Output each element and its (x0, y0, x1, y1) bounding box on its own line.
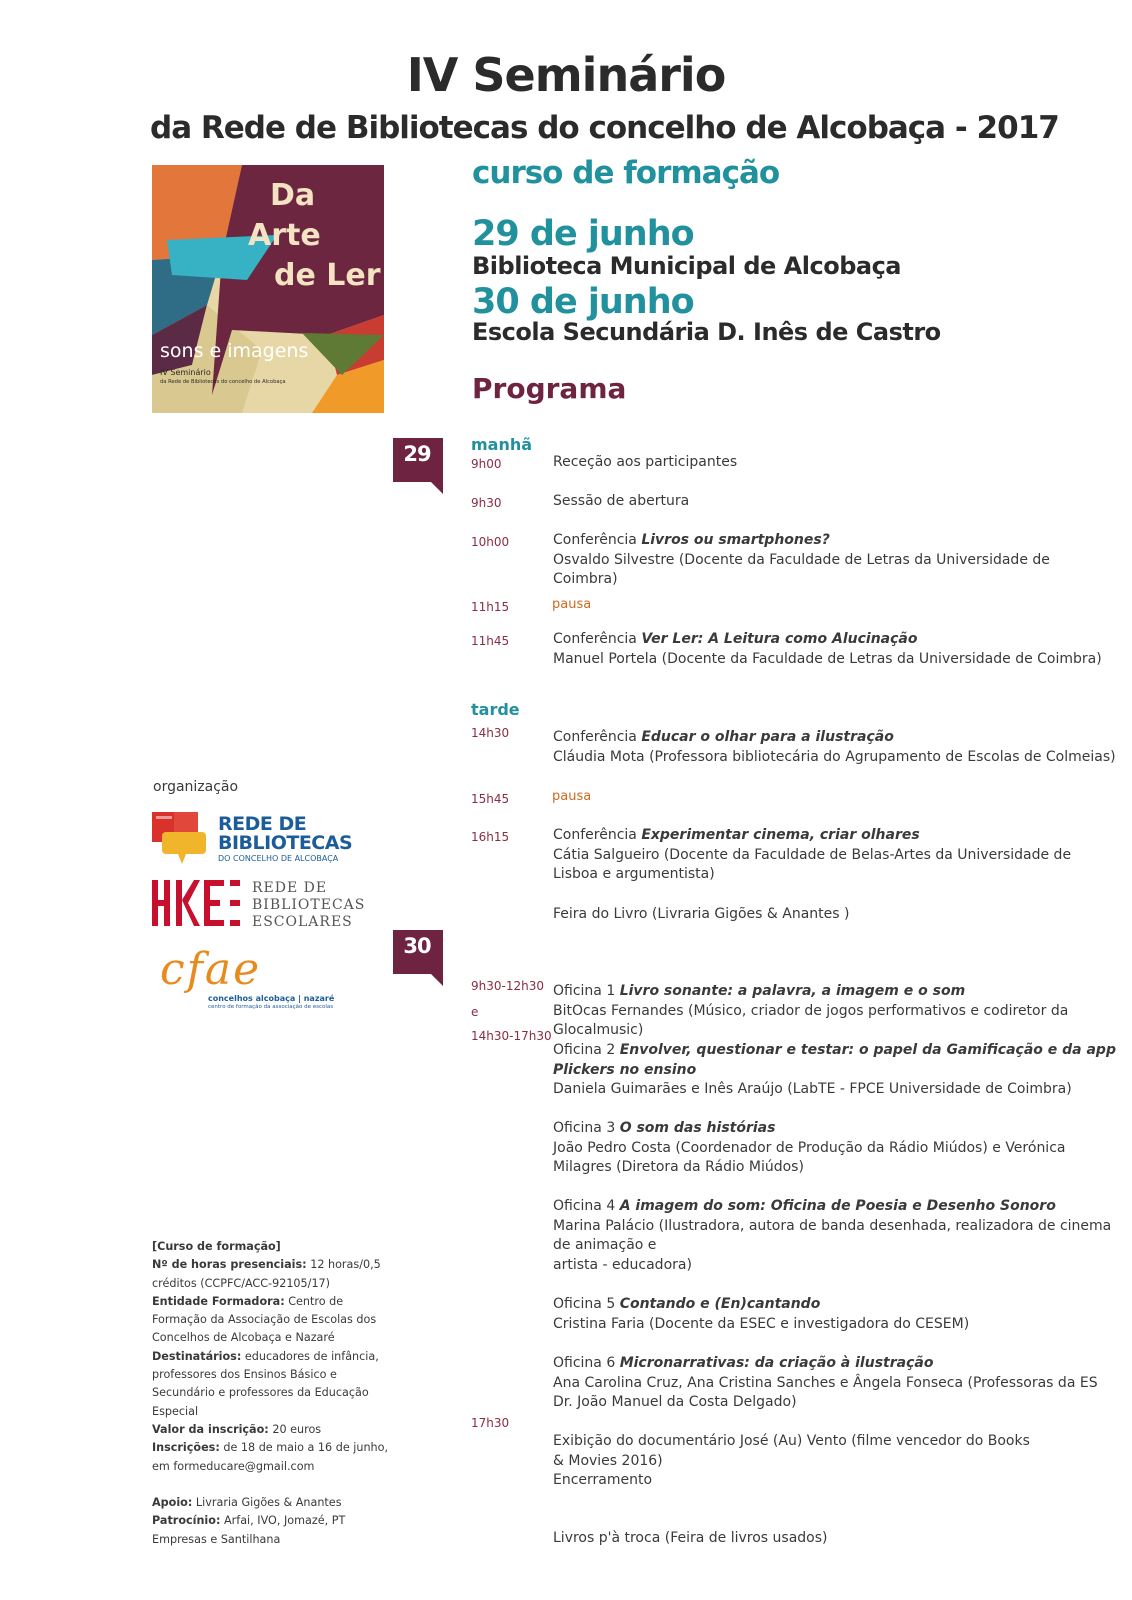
entry-title: Envolver, questionar e testar: o papel da Gamificação e da app Plickers no ensino (553, 1042, 1116, 1078)
entry-text: Feira do Livro (Livraria Gigões & Anantes ) (553, 906, 850, 922)
program-entry (553, 728, 1118, 767)
logo2-line1: REDE DE (252, 880, 328, 896)
entry-speaker: Cristina Faria (Docente da ESEC e investigadora do CESEM) (553, 1315, 970, 1332)
logo1-line3: DO CONCELHO DE ALCOBAÇA (218, 854, 339, 863)
course-label: curso de formação (472, 155, 780, 191)
info-support-label: Apoio: (152, 1496, 193, 1510)
course-info (152, 1238, 392, 1549)
info-support-value: Livraria Gigões & Anantes (195, 1496, 342, 1510)
entry-prefix: Conferência (553, 532, 642, 548)
poster-title-line2: Arte (248, 218, 321, 253)
entry-speaker: Ana Carolina Cruz, Ana Cristina Sanches e Ângela Fonseca (Professoras da ES Dr. João Manuel da Costa Delgado) (553, 1374, 1098, 1410)
program-entry (553, 492, 1118, 512)
time-label: 11h15 (471, 600, 510, 614)
entry-speaker: Osvaldo Silvestre (Docente da Faculdade de Letras da Universidade de Coimbra) (553, 551, 1050, 587)
time-label: 9h30-12h30 (471, 979, 544, 993)
book-icon (152, 810, 208, 870)
program-entry (553, 905, 1118, 925)
entry-prefix: Oficina 3 (553, 1120, 620, 1136)
entry-title: Educar o olhar para a ilustração (641, 729, 894, 745)
entry-speaker: João Pedro Costa (Coordenador de Produção da Rádio Miúdos) e Verónica Milagres (Diretora da Rádio Miúdos) (553, 1139, 1066, 1175)
logo3-line2: centro de formação da associação de escolas (208, 1004, 334, 1010)
program-entry (553, 826, 1118, 885)
day1-date: 29 de junho (472, 214, 694, 254)
entry-speaker: BitOcas Fernandes (Músico, criador de jogos performativos e codiretor da Glocalmusic) (553, 1002, 1069, 1038)
poster-tagline: sons e imagens (160, 340, 309, 362)
final-text: Livros p'à troca (Feira de livros usados) (553, 1530, 828, 1546)
seminar-poster-image (152, 165, 384, 413)
closing-entry (553, 1432, 1043, 1491)
day1-place: Biblioteca Municipal de Alcobaça (472, 252, 901, 280)
programa-heading: Programa (472, 372, 627, 405)
program-entry (553, 531, 1118, 590)
poster-title-line3: de Ler (274, 258, 381, 293)
workshop-entry (553, 1354, 1118, 1413)
info-hours-label: Nº de horas presenciais: (152, 1258, 307, 1272)
entry-title: Livros ou smartphones? (641, 532, 830, 548)
info-registration-value: de 18 de maio a 16 de junho, em formeducare@gmail.com (152, 1441, 389, 1473)
entry-speaker: Cláudia Mota (Professora bibliotecária do Agrupamento de Escolas de Colmeias) (553, 748, 1116, 765)
time-label: 14h30-17h30 (471, 1029, 552, 1043)
poster-small-line2: da Rede de Bibliotecas do concelho de Alcobaça (160, 379, 286, 385)
poster-title-line1: Da (270, 178, 316, 213)
day2-date: 30 de junho (472, 282, 694, 322)
program-entry (553, 453, 1118, 473)
entry-title: Micronarrativas: da criação à ilustração (619, 1355, 934, 1371)
cfae-wordmark: cfae (160, 944, 262, 995)
program-entry (553, 630, 1118, 669)
pausa-label: pausa (552, 789, 592, 804)
day-badge-29-label: 29 (403, 442, 431, 466)
workshop-entry (553, 1295, 1118, 1334)
day-badge-29 (393, 438, 443, 494)
entry-prefix: Conferência (553, 631, 642, 647)
time-label: 15h45 (471, 792, 510, 806)
page-title: IV Seminário (406, 48, 726, 102)
cfae-logo (160, 944, 350, 1014)
logo2-line2: BIBLIOTECAS (252, 897, 366, 913)
rbe-mark-icon (152, 880, 244, 926)
entry-title: Experimentar cinema, criar olhares (641, 827, 920, 843)
closing-text: Encerramento (553, 1472, 653, 1488)
entry-prefix: Oficina 1 (553, 983, 620, 999)
logo2-line3: ESCOLARES (252, 914, 353, 930)
time-label: 11h45 (471, 634, 510, 648)
entry-speaker: Manuel Portela (Docente da Faculdade de Letras da Universidade de Coimbra) (553, 650, 1102, 667)
final-entry (553, 1529, 1118, 1549)
entry-text: Receção aos participantes (553, 454, 738, 470)
logo3-line1: concelhos alcobaça | nazaré (208, 994, 335, 1003)
info-sponsor-value: Arfai, IVO, Jomazé, PT Empresas e Santilhana (152, 1514, 346, 1546)
logo1-line2: BIBLIOTECAS (218, 832, 353, 854)
time-label: 9h00 (471, 457, 502, 471)
entry-speaker: Marina Palácio (Ilustradora, autora de banda desenhada, realizadora de cinema de animação e (553, 1217, 1112, 1253)
pausa-label: pausa (552, 597, 592, 612)
info-hours-value: 12 horas/0,5 créditos (CCPFC/ACC-92105/17) (152, 1258, 381, 1290)
afternoon-label: tarde (471, 700, 520, 719)
day2-place: Escola Secundária D. Inês de Castro (472, 318, 941, 346)
info-heading: [Curso de formação] (152, 1240, 281, 1253)
entry-speaker: artista - educadora) (553, 1256, 692, 1273)
page-subtitle: da Rede de Bibliotecas do concelho de Alcobaça - 2017 (150, 110, 1059, 146)
entry-speaker: Cátia Salgueiro (Docente da Faculdade de Belas-Artes da Universidade de Lisboa e argumentista) (553, 846, 1072, 882)
entry-title: A imagem do som: Oficina de Poesia e Desenho Sonoro (619, 1198, 1056, 1214)
info-audience-value: educadores de infância, professores dos Ensinos Básico e Secundário e professores da Educação Especial (152, 1349, 379, 1418)
workshop-entry (553, 982, 1118, 1041)
workshop-entry (553, 1197, 1118, 1275)
entry-speaker: Daniela Guimarães e Inês Araújo (LabTE - FPCE Universidade de Coimbra) (553, 1081, 1072, 1097)
info-audience-label: Destinatários: (152, 1349, 242, 1363)
entry-title: O som das histórias (619, 1120, 776, 1136)
rede-bibliotecas-logo (152, 810, 352, 870)
entry-prefix: Oficina 5 (553, 1296, 620, 1312)
time-label: 16h15 (471, 830, 510, 844)
entry-prefix: Oficina 6 (553, 1355, 620, 1371)
time-label: 17h30 (471, 1416, 510, 1430)
time-label: 9h30 (471, 496, 502, 510)
time-label: e (471, 1005, 479, 1019)
entry-prefix: Oficina 4 (553, 1198, 620, 1214)
closing-text: Exibição do documentário José (Au) Vento (filme vencedor do Books & Movies 2016) (553, 1433, 1030, 1469)
day-badge-30-label: 30 (403, 934, 431, 958)
info-fee-value: 20 euros (272, 1422, 322, 1436)
workshop-entry (553, 1119, 1118, 1178)
info-sponsor-label: Patrocínio: (152, 1514, 221, 1528)
entry-prefix: Oficina 2 (553, 1042, 620, 1058)
entry-title: Contando e (En)cantando (619, 1296, 821, 1312)
info-entity-label: Entidade Formadora: (152, 1294, 285, 1308)
morning-label: manhã (471, 435, 533, 454)
poster-small-line1: IV Seminário (160, 368, 211, 377)
rbe-logo (152, 880, 366, 930)
time-label: 10h00 (471, 535, 510, 549)
entry-prefix: Conferência (553, 827, 642, 843)
info-registration-label: Inscrições: (152, 1441, 220, 1455)
time-label: 14h30 (471, 726, 510, 740)
entry-text: Sessão de abertura (553, 493, 690, 509)
logo1-line1: REDE DE (218, 813, 307, 835)
info-fee-label: Valor da inscrição: (152, 1422, 269, 1436)
organization-label: organização (153, 779, 239, 795)
day-badge-30 (393, 930, 443, 986)
info-entity-value: Centro de Formação da Associação de Escolas dos Concelhos de Alcobaça e Nazaré (152, 1294, 377, 1345)
entry-title: Livro sonante: a palavra, a imagem e o som (619, 983, 966, 999)
entry-title: Ver Ler: A Leitura como Alucinação (641, 631, 918, 647)
workshop-entry (553, 1041, 1118, 1100)
entry-prefix: Conferência (553, 729, 642, 745)
